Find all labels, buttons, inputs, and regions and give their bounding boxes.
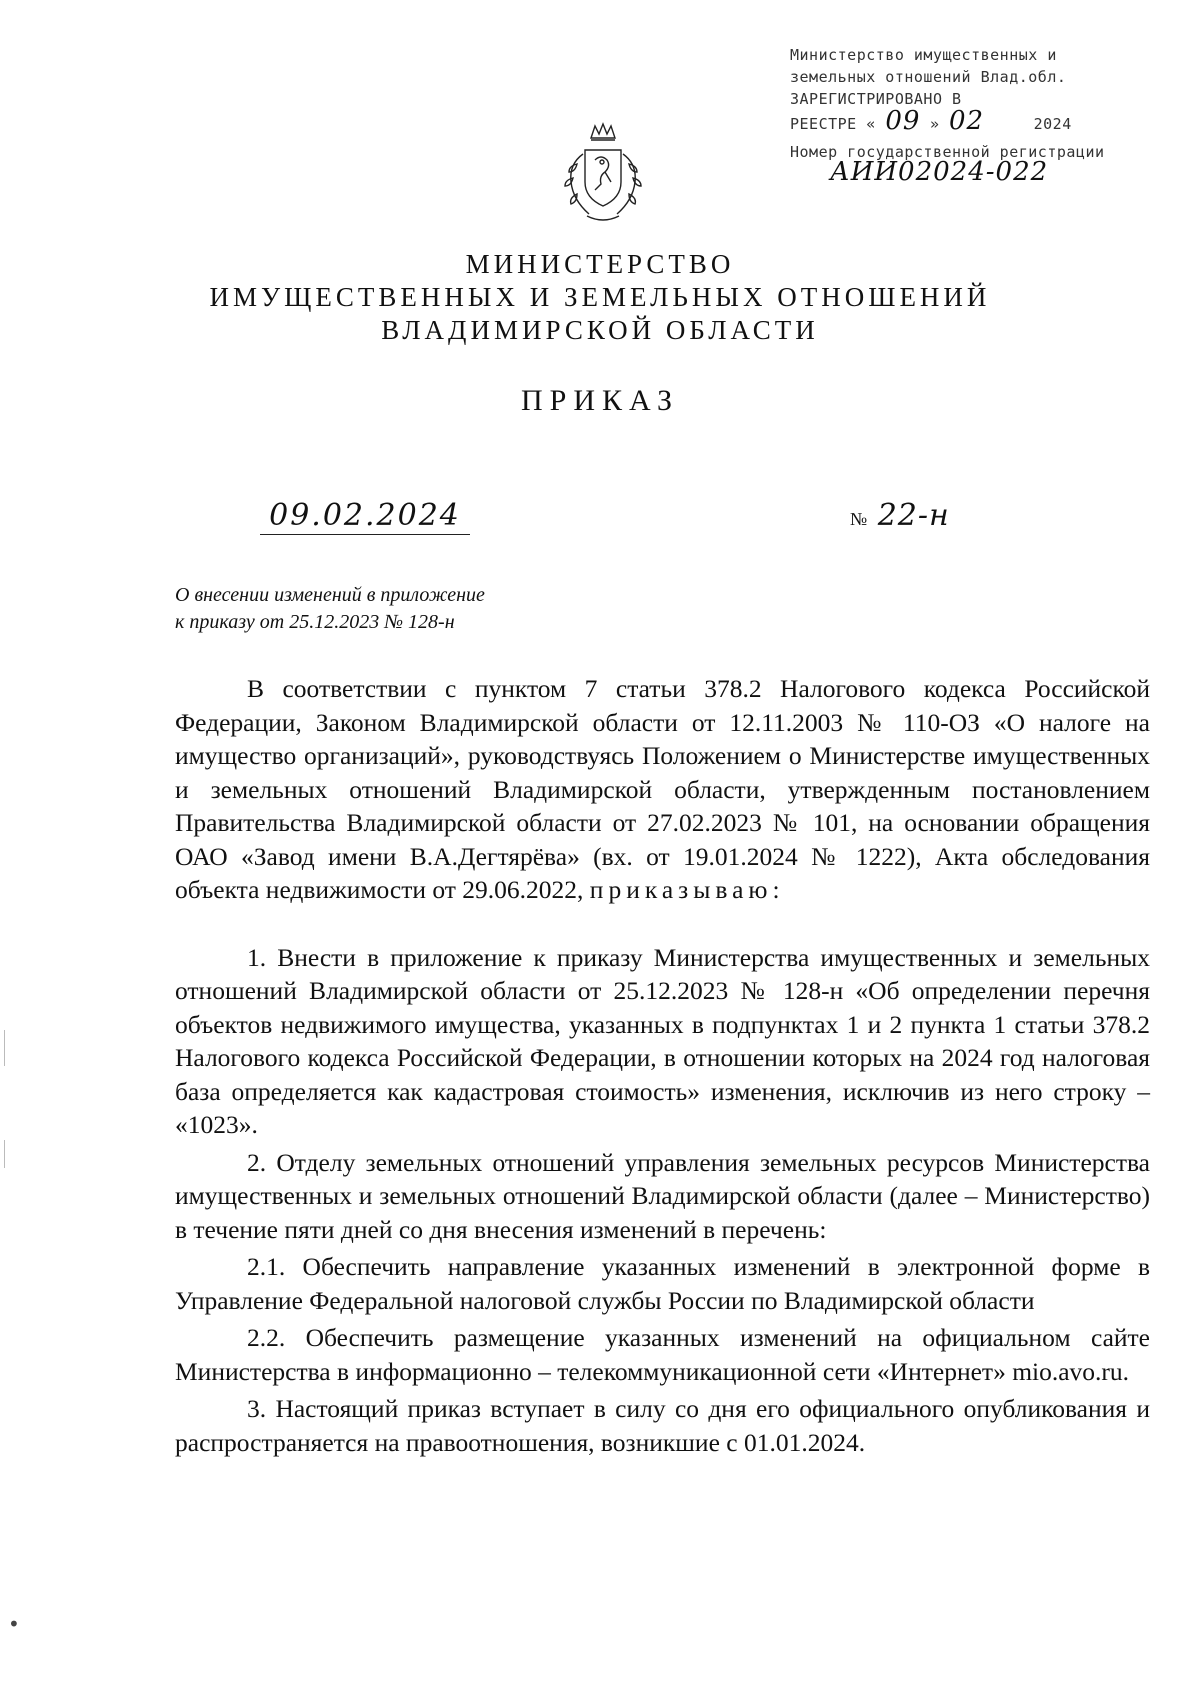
stamp-line-ministry: Министерство имущественных и — [790, 46, 1057, 64]
coat-of-arms-icon — [555, 120, 651, 230]
orders-word: приказываю: — [589, 875, 785, 904]
ministry-line-3: ВЛАДИМИРСКОЙ ОБЛАСТИ — [381, 315, 819, 345]
stamp-line-registered: ЗАРЕГИСТРИРОВАНО В — [790, 90, 962, 108]
item-2-paragraph: 2. Отделу земельных отношений управления земельных ресурсов Министерства имущественных и земельных отношений Владимирской области (далее – Министерство) в течение пяти дней со дня внесения изменений в перечень: — [175, 1147, 1150, 1244]
ministry-line-2: ИМУЩЕСТВЕННЫХ И ЗЕМЕЛЬНЫХ ОТНОШЕНИЙ — [209, 282, 991, 312]
stamp-register-prefix: РЕЕСТРЕ « — [790, 115, 876, 133]
registration-stamp — [790, 44, 1140, 186]
order-subject — [175, 582, 775, 636]
order-body — [175, 672, 1150, 1459]
subject-line-2: к приказу от 25.12.2023 № 128-н — [175, 611, 455, 633]
ministry-line-1: МИНИСТЕРСТВО — [465, 249, 735, 279]
order-title: ПРИКАЗ — [521, 384, 679, 417]
stamp-line-region: земельных отношений Влад.обл. — [790, 68, 1067, 86]
order-number-value: 22-н — [877, 498, 950, 533]
subject-line-1: О внесении изменений в приложение — [175, 584, 485, 606]
order-number-label: № — [850, 509, 868, 529]
stamp-register-year: 2024 — [1033, 115, 1072, 133]
preamble-text: В соответствии с пунктом 7 статьи 378.2 Налогового кодекса Российской Федерации, Законом Владимирской области от 12.11.2003 № 110-ОЗ «О налоге на имущество организаций», руководствуясь Положением о Министерстве имущественных и земельных отношений Владимирской области, утвержденным постановлением Правительства Владимирской области от 27.02.2023 № 101, на основании обращения ОАО «Завод имени В.А.Дегтярёва» (вх. от 19.01.2024 № 1222), Акта обследования объекта недвижимости от 29.06.2022, — [175, 674, 1150, 904]
order-number — [850, 498, 950, 537]
item-3-paragraph: 3. Настоящий приказ вступает в силу со дня его официального опубликования и распространяется на правоотношения, возникшие с 01.01.2024. — [175, 1394, 1150, 1457]
preamble-paragraph — [175, 672, 1150, 907]
scan-corner-mark: • — [8, 1612, 20, 1636]
item-2-1-paragraph: 2.1. Обеспечить направление указанных изменений в электронной форме в Управление Федеральной налоговой службы России по Владимирской области — [175, 1252, 1150, 1315]
item-2-2-paragraph: 2.2. Обеспечить размещение указанных изменений на официальном сайте Министерства в информационно – телекоммуникационной сети «Интернет» mio.avo.ru. — [175, 1323, 1150, 1386]
item-1-paragraph: 1. Внести в приложение к приказу Министерства имущественных и земельных отношений Владимирской области от 25.12.2023 № 128-н «Об определении перечня объектов недвижимого имущества, указанных в подпунктах 1 и 2 пункта 1 статьи 378.2 Налогового кодекса Российской Федерации, в отношении которых на 2024 год налоговая база определяется как кадастровая стоимость» изменения, исключив из него строку – «1023». — [175, 942, 1150, 1139]
stamp-register-month: 02 — [949, 106, 985, 136]
order-date: 09.02.2024 — [260, 498, 470, 535]
stamp-register-sep: » — [929, 115, 940, 133]
stamp-line-reg-label: Номер государственной регистрации — [790, 143, 1105, 161]
stamp-reg-number — [790, 157, 1140, 187]
scan-margin-mark — [4, 1140, 5, 1168]
stamp-register-day: 09 — [885, 106, 921, 136]
stamp-line-register-date — [790, 106, 1140, 136]
scan-margin-mark — [4, 1030, 5, 1066]
stamp-reg-number-value: АИИ02024-022 — [830, 157, 1049, 187]
ministry-header — [0, 248, 1200, 347]
